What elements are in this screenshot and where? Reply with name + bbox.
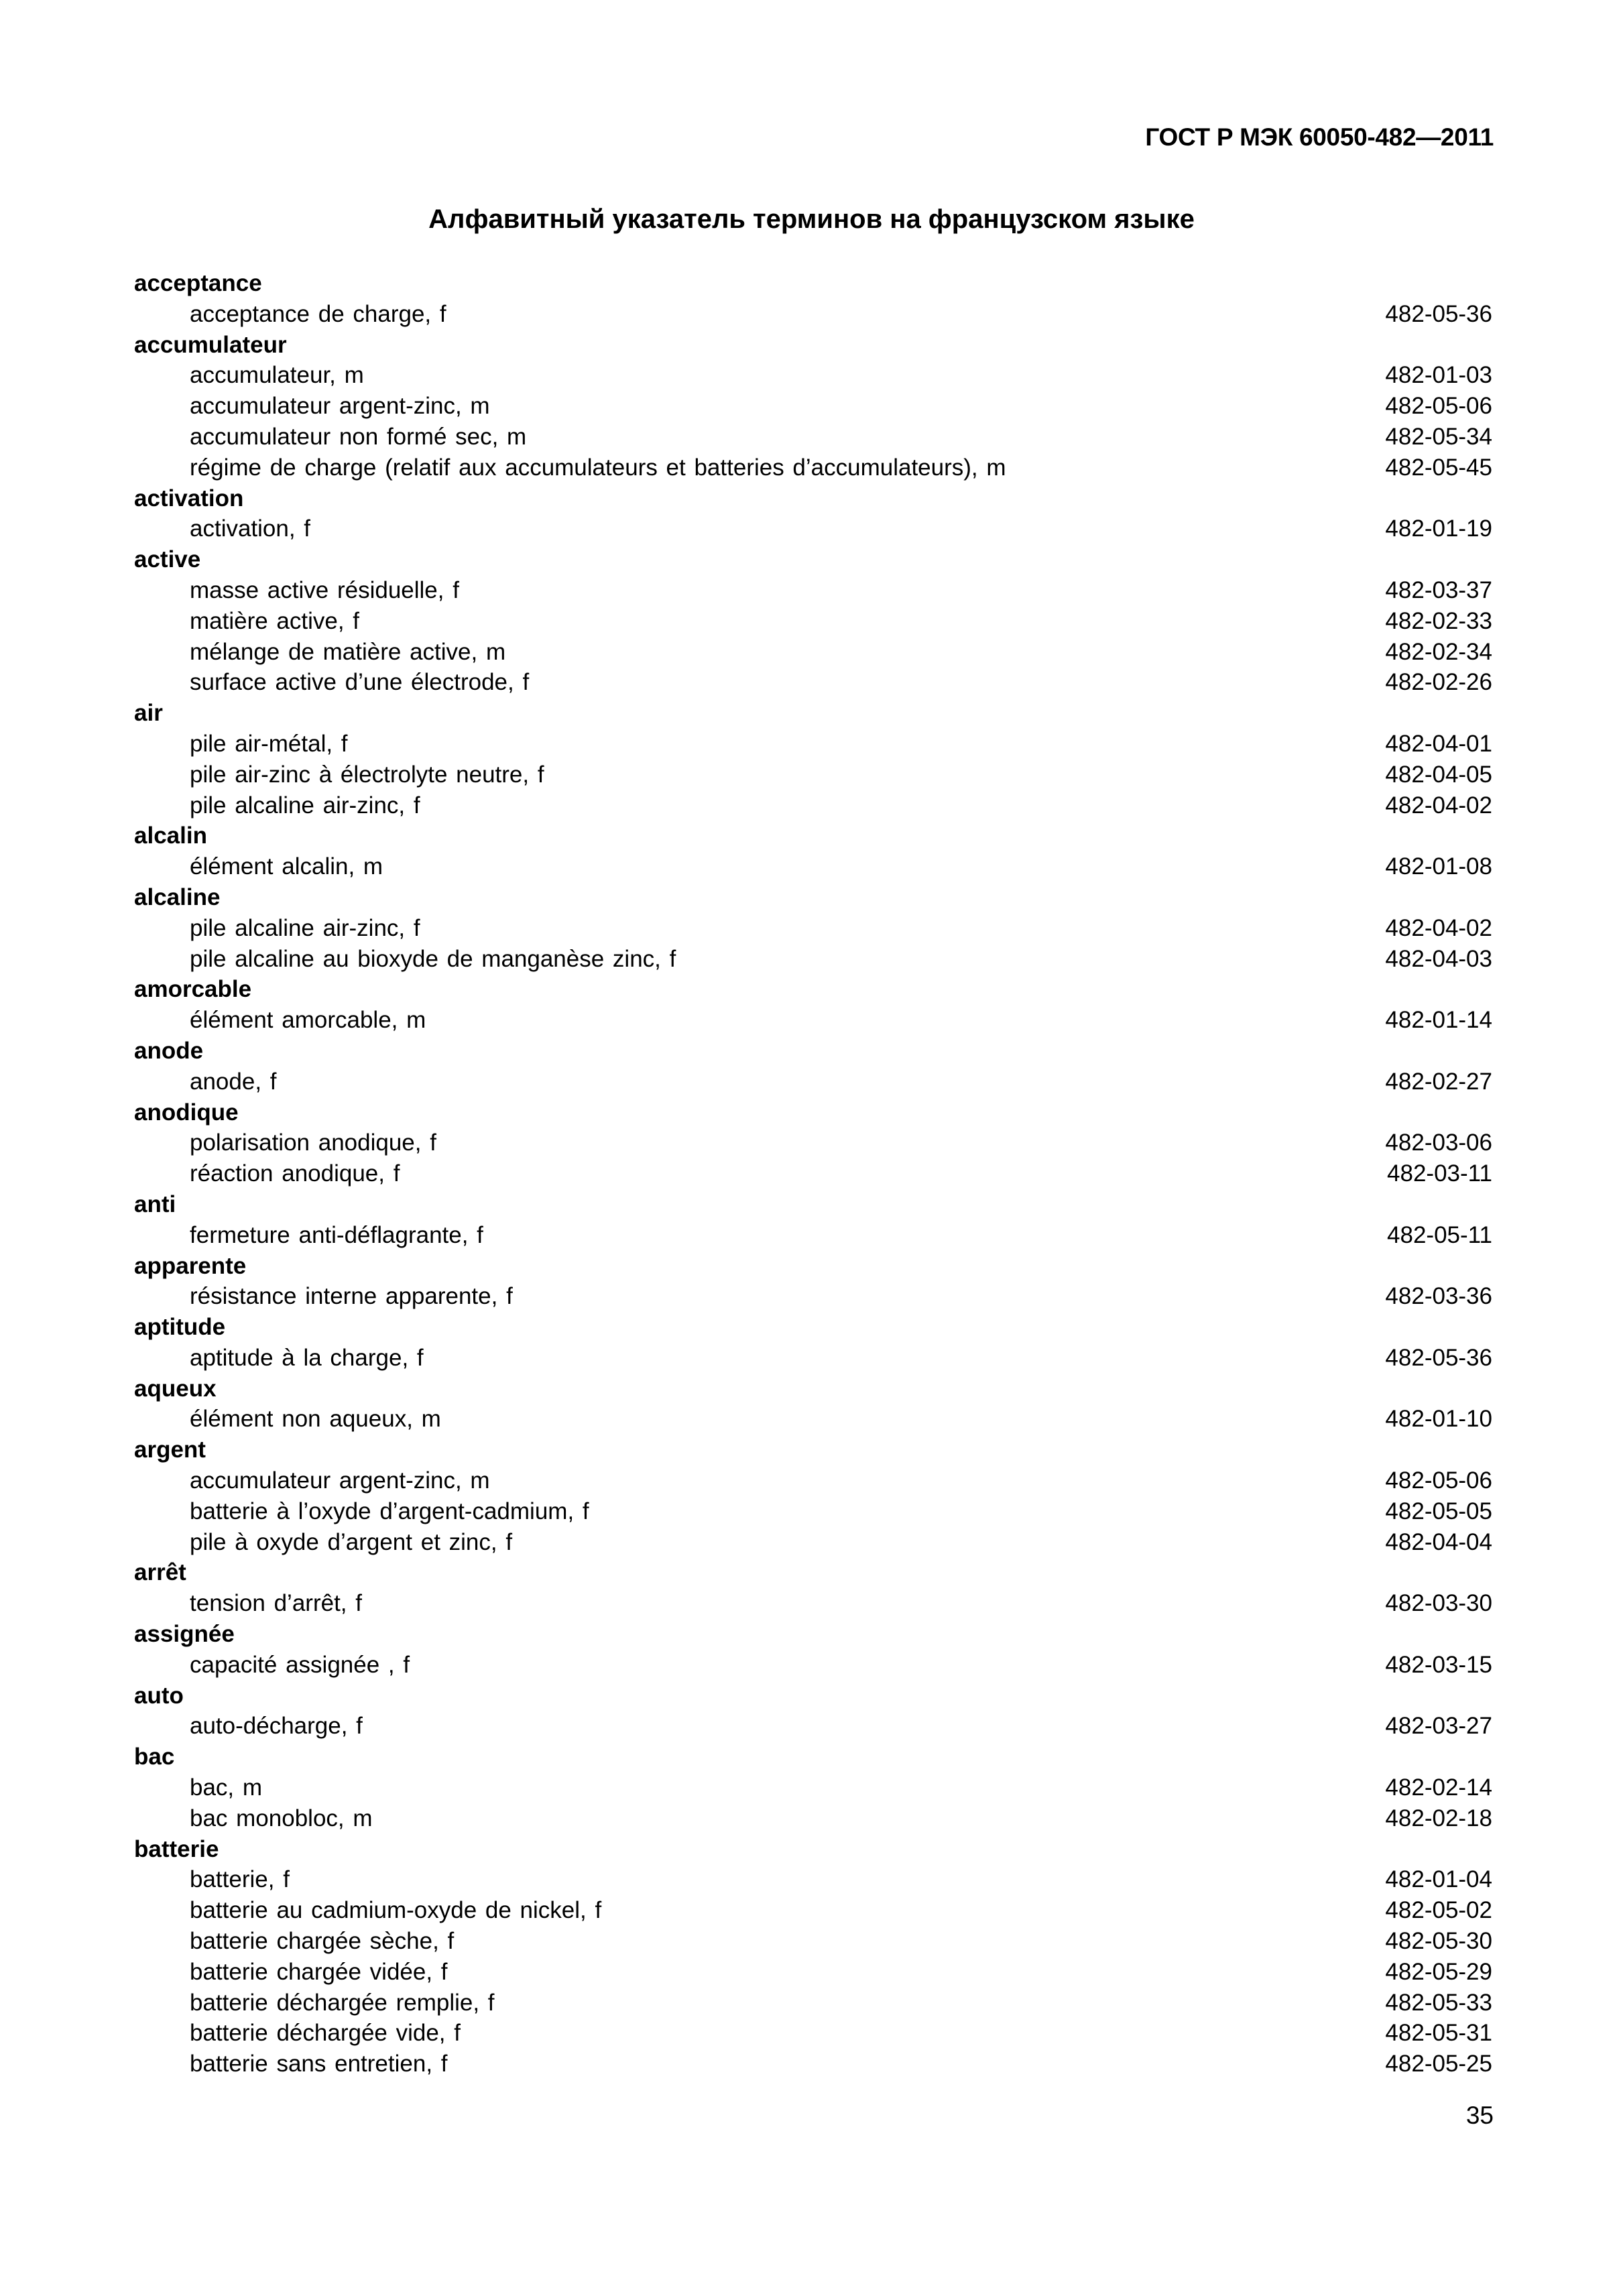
entry-code: 482-02-14: [1385, 1774, 1492, 1801]
index-heading: acceptance: [134, 270, 262, 296]
entry-code: 482-03-30: [1385, 1590, 1492, 1617]
index-entry: [134, 391, 1492, 422]
entry-term: accumulateur non formé sec, m: [190, 423, 527, 450]
index-entry: [134, 606, 1492, 637]
page-number: 35: [1465, 2102, 1494, 2129]
index-heading: aptitude: [134, 1314, 226, 1341]
index-heading: arrêt: [134, 1559, 186, 1586]
entry-term: batterie déchargée vide, f: [190, 2020, 461, 2047]
index-heading: anti: [134, 1191, 176, 1217]
entry-code: 482-01-10: [1385, 1406, 1492, 1433]
entry-term: auto-décharge, f: [190, 1713, 363, 1740]
entry-term: pile air-zinc à électrolyte neutre, f: [190, 761, 544, 788]
entry-code: 482-02-33: [1385, 607, 1492, 634]
index-entry: [134, 1988, 1492, 2018]
index-heading: argent: [134, 1437, 206, 1463]
entry-code: 482-05-06: [1385, 393, 1492, 420]
index-entry: [134, 851, 1492, 882]
entry-code: 482-04-05: [1385, 761, 1492, 788]
entry-code: 482-04-03: [1385, 945, 1492, 972]
index-entry: [134, 2049, 1492, 2079]
entry-term: acceptance de charge, f: [190, 300, 446, 327]
entry-term: batterie chargée vidée, f: [190, 1958, 448, 1985]
entry-code: 482-05-11: [1387, 1221, 1492, 1248]
entry-code: 482-05-31: [1385, 2020, 1492, 2047]
entry-code: 482-01-04: [1385, 1866, 1492, 1893]
entry-code: 482-03-27: [1385, 1713, 1492, 1740]
index-heading: accumulateur: [134, 331, 287, 358]
entry-term: batterie chargée sèche, f: [190, 1928, 455, 1955]
entry-term: batterie sans entretien, f: [190, 2051, 448, 2077]
index-entry: [134, 1404, 1492, 1435]
index-entry: [134, 1220, 1492, 1251]
entry-term: bac monobloc, m: [190, 1805, 373, 1831]
entry-code: 482-05-02: [1385, 1897, 1492, 1924]
entry-code: 482-01-19: [1385, 516, 1492, 542]
entry-code: 482-05-33: [1385, 1989, 1492, 2016]
index-entry: [134, 575, 1492, 606]
entry-term: élément alcalin, m: [190, 853, 383, 880]
index-heading: batterie: [134, 1835, 219, 1862]
index-entry: [134, 1527, 1492, 1558]
entry-term: élément amorcable, m: [190, 1007, 426, 1034]
entry-term: aptitude à la charge, f: [190, 1344, 424, 1371]
index-entry: [134, 1067, 1492, 1097]
index-heading: alcalin: [134, 823, 207, 849]
entry-term: régime de charge (relatif aux accumulateurs et batteries d’accumulateurs), m: [190, 454, 1006, 481]
entry-term: pile air-métal, f: [190, 730, 348, 757]
index-entry: [134, 1281, 1492, 1312]
index-list: [134, 268, 1492, 2079]
entry-term: bac, m: [190, 1774, 263, 1801]
entry-code: 482-04-02: [1385, 792, 1492, 819]
entry-code: 482-03-37: [1385, 577, 1492, 603]
index-heading: air: [134, 700, 163, 727]
index-entry: [134, 2018, 1492, 2049]
entry-code: 482-02-27: [1385, 1068, 1492, 1095]
entry-code: 482-03-15: [1385, 1651, 1492, 1678]
entry-code: 482-01-14: [1385, 1007, 1492, 1034]
entry-term: accumulateur argent-zinc, m: [190, 393, 490, 420]
entry-term: réaction anodique, f: [190, 1160, 400, 1187]
index-heading: aqueux: [134, 1375, 217, 1402]
entry-term: masse active résiduelle, f: [190, 577, 459, 603]
entry-code: 482-02-26: [1385, 669, 1492, 696]
index-entry: [134, 1711, 1492, 1742]
entry-code: 482-05-06: [1385, 1467, 1492, 1494]
index-heading: activation: [134, 485, 244, 511]
index-entry: [134, 1895, 1492, 1926]
index-heading: anodique: [134, 1099, 239, 1126]
index-heading: active: [134, 546, 201, 573]
entry-code: 482-04-04: [1385, 1528, 1492, 1555]
index-title: Алфавитный указатель терминов на французском языке: [428, 204, 1195, 234]
index-entry: [134, 1957, 1492, 1988]
index-heading: amorcable: [134, 976, 252, 1003]
index-heading: bac: [134, 1744, 175, 1770]
index-entry: [134, 513, 1492, 544]
entry-term: élément non aqueux, m: [190, 1406, 441, 1433]
entry-code: 482-01-08: [1385, 853, 1492, 880]
index-entry: [134, 299, 1492, 330]
entry-code: 482-05-25: [1385, 2051, 1492, 2077]
index-heading: apparente: [134, 1252, 247, 1279]
index-entry: [134, 1158, 1492, 1189]
index-entry: [134, 1343, 1492, 1374]
index-entry: [134, 1496, 1492, 1527]
entry-term: pile alcaline au bioxyde de manganèse zinc, f: [190, 945, 676, 972]
entry-code: 482-04-01: [1385, 730, 1492, 757]
index-entry: [134, 452, 1492, 483]
entry-code: 482-05-30: [1385, 1928, 1492, 1955]
entry-term: pile alcaline air-zinc, f: [190, 792, 420, 819]
index-entry: [134, 667, 1492, 698]
entry-term: polarisation anodique, f: [190, 1130, 436, 1156]
index-entry: [134, 1005, 1492, 1036]
entry-term: batterie à l’oxyde d’argent-cadmium, f: [190, 1498, 589, 1524]
index-heading: anode: [134, 1037, 204, 1064]
entry-term: matière active, f: [190, 607, 360, 634]
entry-code: 482-05-36: [1385, 300, 1492, 327]
entry-code: 482-05-34: [1385, 423, 1492, 450]
entry-term: batterie déchargée remplie, f: [190, 1989, 495, 2016]
entry-code: 482-03-11: [1387, 1160, 1492, 1187]
index-entry: [134, 913, 1492, 944]
index-entry: [134, 637, 1492, 668]
entry-term: accumulateur, m: [190, 362, 364, 389]
entry-code: 482-03-06: [1385, 1130, 1492, 1156]
index-entry: [134, 760, 1492, 790]
entry-code: 482-01-03: [1385, 362, 1492, 389]
entry-term: accumulateur argent-zinc, m: [190, 1467, 490, 1494]
entry-term: batterie, f: [190, 1866, 290, 1893]
index-heading: alcaline: [134, 884, 221, 910]
entry-term: fermeture anti-déflagrante, f: [190, 1221, 483, 1248]
index-entry: [134, 1864, 1492, 1895]
index-entry: [134, 1926, 1492, 1957]
index-entry: [134, 1128, 1492, 1158]
entry-term: capacité assignée , f: [190, 1651, 410, 1678]
entry-term: mélange de matière active, m: [190, 638, 506, 665]
entry-term: batterie au cadmium-oxyde de nickel, f: [190, 1897, 602, 1924]
entry-code: 482-05-05: [1385, 1498, 1492, 1524]
index-entry: [134, 422, 1492, 452]
entry-term: surface active d’une électrode, f: [190, 669, 530, 696]
entry-code: 482-05-29: [1385, 1958, 1492, 1985]
entry-term: pile à oxyde d’argent et zinc, f: [190, 1528, 513, 1555]
entry-code: 482-05-45: [1385, 454, 1492, 481]
entry-code: 482-03-36: [1385, 1283, 1492, 1310]
index-entry: [134, 1650, 1492, 1681]
index-entry: [134, 1772, 1492, 1803]
index-entry: [134, 360, 1492, 391]
entry-term: tension d’arrêt, f: [190, 1590, 362, 1617]
entry-code: 482-02-18: [1385, 1805, 1492, 1831]
index-entry: [134, 944, 1492, 975]
entry-term: activation, f: [190, 516, 311, 542]
index-entry: [134, 729, 1492, 760]
entry-code: 482-02-34: [1385, 638, 1492, 665]
entry-code: 482-05-36: [1385, 1344, 1492, 1371]
index-entry: [134, 790, 1492, 821]
entry-term: résistance interne apparente, f: [190, 1283, 513, 1310]
index-entry: [134, 1803, 1492, 1834]
index-entry: [134, 1588, 1492, 1619]
entry-term: anode, f: [190, 1068, 277, 1095]
entry-term: pile alcaline air-zinc, f: [190, 914, 420, 941]
index-heading: assignée: [134, 1621, 235, 1648]
document-header: ГОСТ Р МЭК 60050-482—2011: [1145, 123, 1494, 151]
index-entry: [134, 1465, 1492, 1496]
index-heading: auto: [134, 1682, 184, 1709]
entry-code: 482-04-02: [1385, 914, 1492, 941]
